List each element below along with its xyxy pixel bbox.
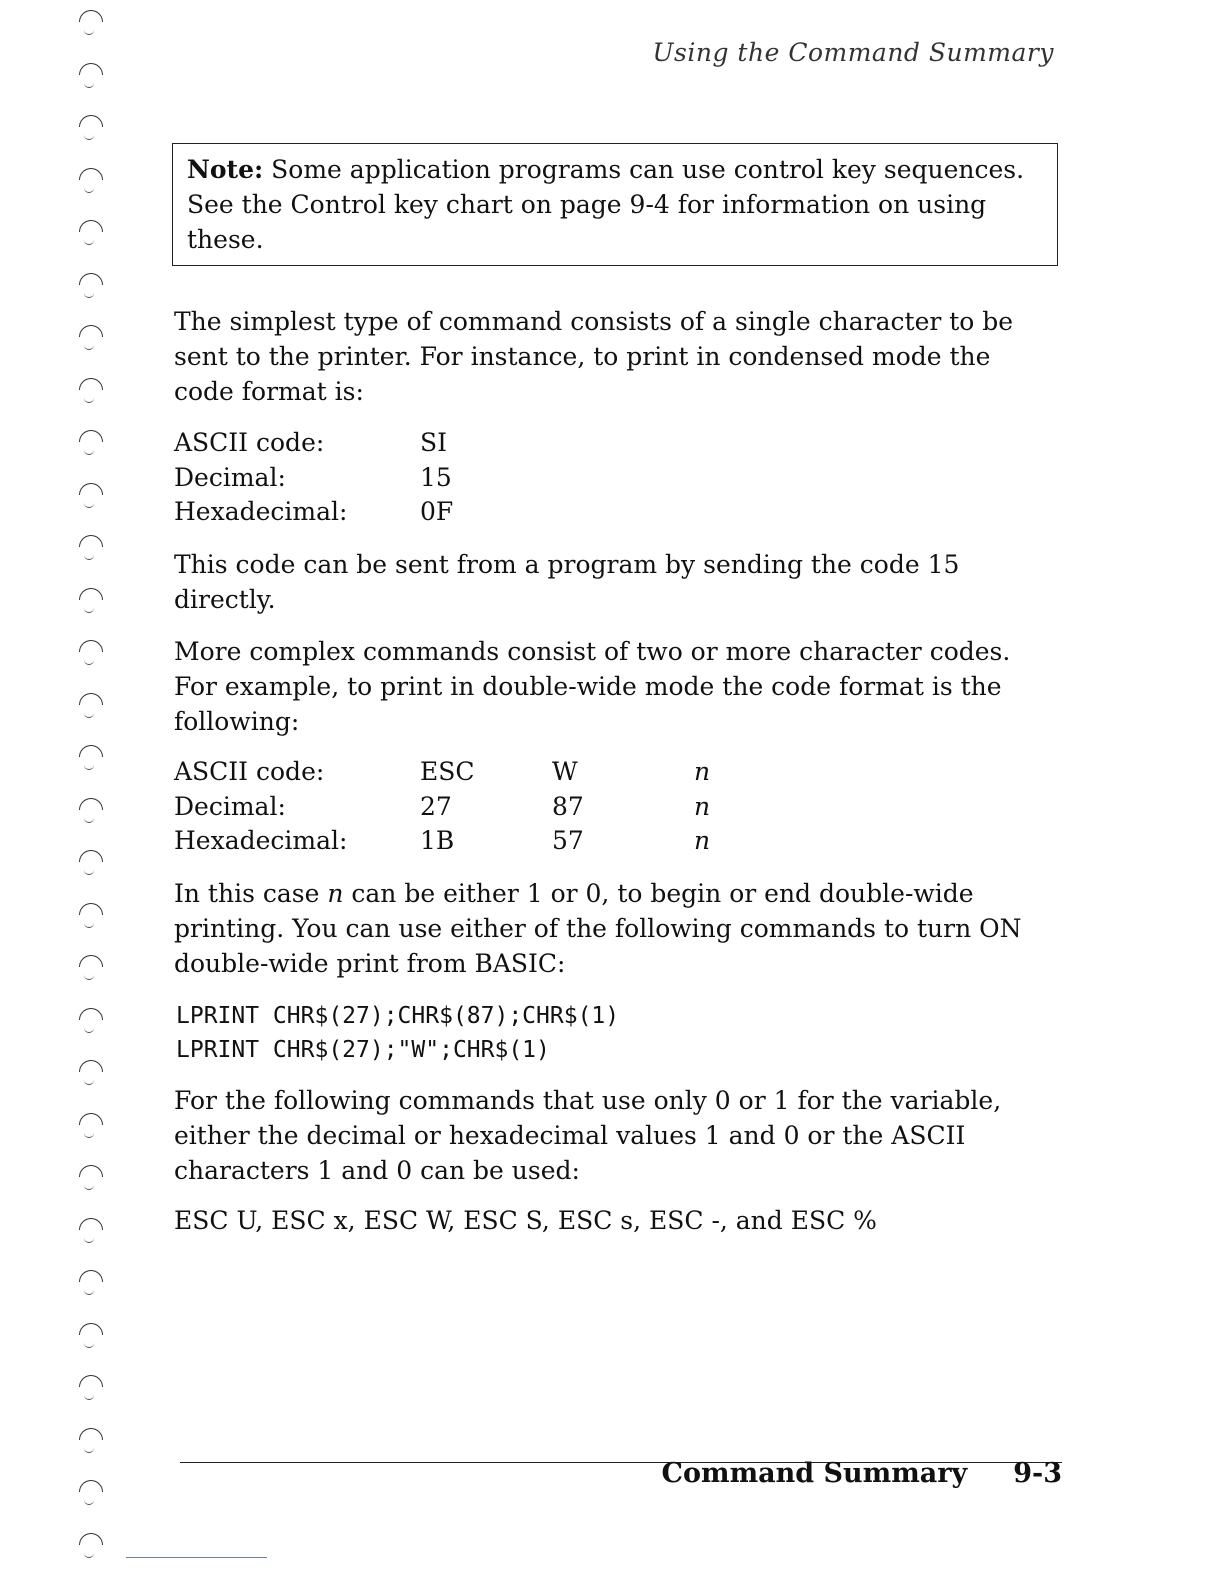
code-line: LPRINT CHR$(27);"W";CHR$(1) — [176, 1037, 550, 1063]
binding-ring — [79, 693, 103, 705]
binding-tick — [84, 923, 94, 928]
binding-ring — [79, 115, 103, 127]
row-value-1: ESC — [420, 757, 475, 786]
page-footer — [662, 1458, 1063, 1489]
binding-tick — [84, 1448, 94, 1453]
binding-ring — [79, 1428, 103, 1440]
binding-ring — [79, 1165, 103, 1177]
binding-tick — [84, 1395, 94, 1400]
note-text: Some application programs can use control key sequences. See the Control key chart on page 9-4 for information on using these. — [187, 155, 1025, 254]
binding-tick — [84, 83, 94, 88]
binding-tick — [84, 555, 94, 560]
binding-ring — [79, 903, 103, 915]
table-row — [174, 790, 710, 825]
binding-ring — [79, 1270, 103, 1282]
note-label: Note: — [187, 155, 264, 184]
binding-ring — [79, 63, 103, 75]
code-line: LPRINT CHR$(27);CHR$(87);CHR$(1) — [176, 1003, 620, 1029]
row-label: Decimal: — [174, 462, 286, 492]
binding-tick — [84, 818, 94, 823]
binding-tick — [84, 975, 94, 980]
binding-ring — [79, 10, 103, 22]
note-paragraph — [187, 152, 1043, 257]
binding-ring — [79, 798, 103, 810]
running-head: Using the Command Summary — [652, 38, 1054, 67]
binding-tick — [84, 1290, 94, 1295]
binding-ring — [79, 1218, 103, 1230]
row-value-1: 27 — [420, 791, 452, 821]
paragraph-esc-list: ESC U, ESC x, ESC W, ESC S, ESC s, ESC -, and ESC % — [174, 1206, 877, 1235]
binding-tick — [84, 345, 94, 350]
paragraph-code-15: This code can be sent from a program by sending the code 15 directly. — [174, 550, 960, 614]
binding-ring — [79, 955, 103, 967]
paragraph-variable-n — [174, 876, 1044, 981]
row-value-2: 57 — [552, 826, 584, 855]
binding-ring — [79, 850, 103, 862]
table-row — [174, 495, 453, 530]
binding-tick — [84, 135, 94, 140]
binding-tick — [84, 713, 94, 718]
binding-ring — [79, 1480, 103, 1492]
binding-ring — [79, 430, 103, 442]
binding-tick — [84, 30, 94, 35]
binding-ring — [79, 483, 103, 495]
binding-tick — [84, 450, 94, 455]
row-value: SI — [420, 428, 448, 457]
binding-ring — [79, 1060, 103, 1072]
binding-ring — [79, 1375, 103, 1387]
code-block — [176, 999, 619, 1067]
bottom-edge-line — [126, 1557, 267, 1558]
table-row — [174, 461, 453, 496]
binding-ring — [79, 1323, 103, 1335]
row-value-3: n — [694, 791, 711, 821]
row-value: 15 — [420, 462, 452, 492]
binding-ring — [79, 1113, 103, 1125]
binding-ring — [79, 535, 103, 547]
binding-holes — [66, 0, 126, 1584]
row-label: ASCII code: — [174, 757, 325, 786]
binding-ring — [79, 273, 103, 285]
row-label: Decimal: — [174, 791, 286, 821]
paragraph-complex-commands: More complex commands consist of two or more character codes. For example, to print in double-wide mode the code format is the following: — [174, 637, 1011, 736]
paragraph-binary-variable: For the following commands that use only 0 or 1 for the variable, either the decimal or hexadecimal values 1 and 0 or the ASCII characters 1 and 0 can be used: — [174, 1086, 1002, 1185]
binding-tick — [84, 1133, 94, 1138]
row-value-3: n — [694, 757, 711, 786]
paragraph-text: In this case — [174, 879, 320, 908]
binding-ring — [79, 378, 103, 390]
row-label: Hexadecimal: — [174, 497, 348, 526]
binding-tick — [84, 240, 94, 245]
binding-ring — [79, 168, 103, 180]
binding-tick — [84, 503, 94, 508]
note-box — [172, 143, 1058, 266]
binding-ring — [79, 220, 103, 232]
binding-tick — [84, 1238, 94, 1243]
row-value-2: W — [552, 757, 578, 786]
row-value-3: n — [694, 826, 711, 855]
paragraph-simplest-command: The simplest type of command consists of a single character to be sent to the printer. For instance, to print in condensed mode the code format is: — [174, 307, 1014, 406]
binding-tick — [84, 1185, 94, 1190]
paragraph-text: can be either 1 or 0, to begin or end double-wide printing. You can use either of the following commands to turn ON double-wide print from BASIC: — [174, 879, 1022, 978]
binding-ring — [79, 325, 103, 337]
binding-tick — [84, 293, 94, 298]
binding-tick — [84, 1500, 94, 1505]
binding-tick — [84, 765, 94, 770]
binding-tick — [84, 660, 94, 665]
condensed-code-table — [174, 426, 453, 530]
binding-ring — [79, 1533, 103, 1545]
table-row — [174, 755, 710, 790]
binding-tick — [84, 1080, 94, 1085]
table-row — [174, 426, 453, 461]
page-number: 9-3 — [1013, 1458, 1062, 1489]
binding-tick — [84, 870, 94, 875]
binding-ring — [79, 588, 103, 600]
binding-tick — [84, 1028, 94, 1033]
row-label: ASCII code: — [174, 428, 325, 457]
binding-tick — [84, 1343, 94, 1348]
row-label: Hexadecimal: — [174, 826, 348, 855]
binding-tick — [84, 608, 94, 613]
table-row — [174, 824, 710, 859]
binding-tick — [84, 1553, 94, 1558]
row-value-2: 87 — [552, 791, 584, 821]
binding-tick — [84, 398, 94, 403]
double-wide-code-table — [174, 755, 710, 859]
binding-ring — [79, 745, 103, 757]
row-value-1: 1B — [420, 826, 455, 855]
row-value: 0F — [420, 497, 454, 526]
binding-ring — [79, 640, 103, 652]
binding-tick — [84, 188, 94, 193]
footer-section: Command Summary — [661, 1458, 968, 1489]
variable-n: n — [327, 879, 344, 908]
binding-ring — [79, 1008, 103, 1020]
